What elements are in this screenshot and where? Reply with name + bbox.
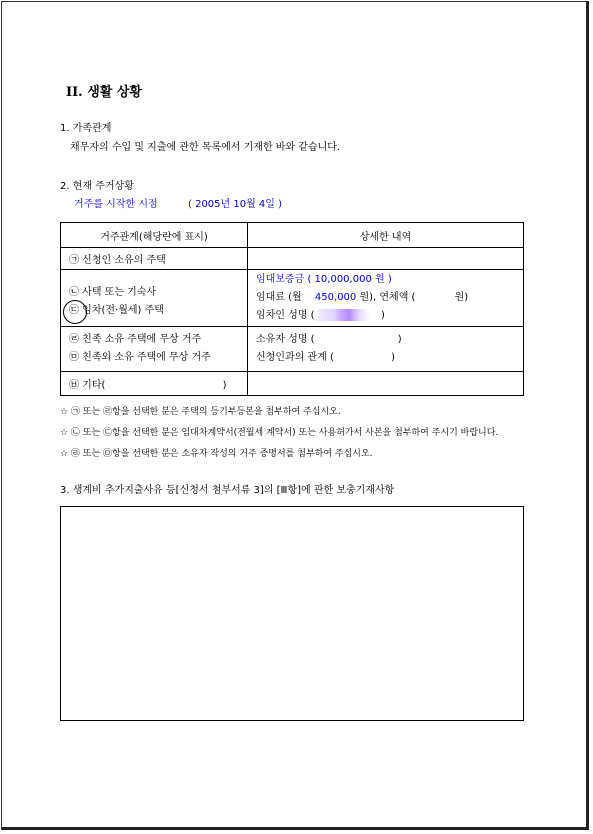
note-1: ☆ ㉠ 또는 ㉣항을 선택한 분은 주택의 등기부등본을 첨부하여 주십시오. (60, 407, 341, 417)
living-cost-heading: 3. 생계비 추가지출사유 등[신청서 첨부서류 3]의 [Ⅲ항]에 관한 보충기재사항 (60, 485, 395, 496)
row-owned-house-label: ㉠ 신청인 소유의 주택 (69, 255, 166, 266)
option-other-label: ㉥ 기타( (69, 380, 106, 391)
family-heading: 1. 가족관계 (60, 123, 112, 134)
owner-name-label: 소유자 성명 ( (256, 334, 315, 345)
row-relative-house (61, 327, 248, 372)
owner-name-line (256, 331, 523, 349)
option-rented-house (69, 302, 247, 320)
row-other (61, 372, 248, 396)
family-text: 채무자의 수입 및 지출에 관한 목록에서 기재한 바와 같습니다. (70, 142, 341, 153)
col-header-relation: 거주관계(해당란에 표시) (61, 223, 248, 248)
col-header-detail: 상세한 내역 (248, 223, 524, 248)
option-other-close: ) (222, 380, 227, 391)
rent-amount: 450,000 (314, 292, 357, 303)
row-rental (61, 270, 248, 327)
row-rental-detail (248, 270, 524, 327)
row-relative-house-detail (248, 327, 524, 372)
relation-label: 신청인과의 관계 ( (256, 352, 334, 363)
owner-name-close: ) (397, 334, 402, 345)
tenant-label: 임차인 성명 ( (256, 310, 315, 321)
selected-circle-mark (63, 300, 87, 324)
residence-table (60, 222, 524, 396)
row-owned-house-detail (248, 248, 524, 270)
note-2: ☆ ㉡ 또는 ㉢항을 선택한 분은 임대차계약서(전월세 계약서) 또는 사용허가서 사본을 첨부하여 주시기 바랍니다. (60, 428, 499, 438)
option-relative-house: ㉣ 친족 소유 주택에 무상 거주 (69, 334, 202, 345)
residence-heading: 2. 현재 주거상황 (60, 181, 134, 192)
relation-line (256, 349, 523, 367)
row-other-detail (248, 372, 524, 396)
option-company-house: ㉡ 사택 또는 기숙사 (69, 287, 157, 298)
relation-close: ) (391, 352, 395, 363)
arrears-unit: 원) (454, 292, 469, 303)
living-cost-textbox[interactable] (60, 506, 524, 721)
residence-start-date: ( 2005년 10월 4일 ) (188, 199, 283, 210)
residence-start-label: 거주를 시작한 시점 (74, 199, 158, 210)
tenant-close: ) (380, 310, 385, 321)
tenant-name-redacted (318, 309, 370, 321)
tenant-line (256, 307, 523, 325)
option-rented-house-label: ㉢ 임차(전·월세) 주택 (69, 305, 164, 316)
note-3: ☆ ㉣ 또는 ㉤항을 선택한 분은 소유자 작성의 거주 증명서를 첨부하여 주십시오. (60, 449, 373, 459)
section-title: II. 생활 상황 (66, 85, 142, 100)
rent-line (256, 289, 523, 307)
deposit-text: 임대보증금 ( 10,000,000 원 ) (256, 274, 392, 285)
arrears-label: 원), 연체액 ( (359, 292, 416, 303)
row-owned-house (61, 248, 248, 270)
deposit-line (256, 271, 523, 289)
option-non-relative-house: ㉤ 친족외 소유 주택에 무상 거주 (69, 352, 211, 363)
rent-label: 임대료 (월 (256, 292, 302, 303)
